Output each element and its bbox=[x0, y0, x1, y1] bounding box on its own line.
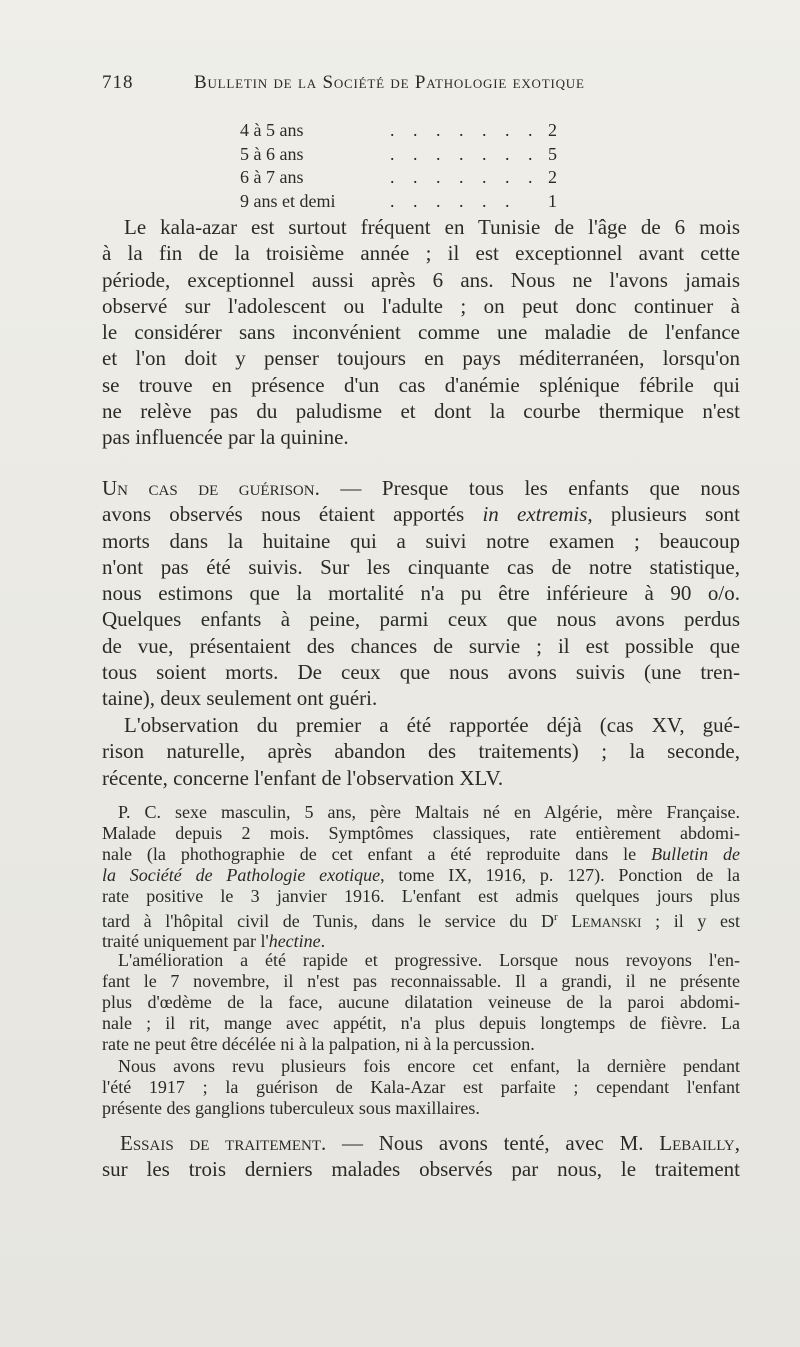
text-line bbox=[102, 844, 740, 865]
text-line: se trouve en présence d'un cas d'anémie splénique fébrile qui bbox=[102, 372, 740, 397]
text-line: présente des ganglions tuberculeux sous maxillaires. bbox=[102, 1097, 480, 1118]
leader-dots: . . . . . . . bbox=[390, 120, 540, 140]
age-label: 4 à 5 ans bbox=[240, 120, 304, 140]
text-line: rison naturelle, après abandon des traitements) ; la seconde, bbox=[102, 739, 740, 764]
superscript: r bbox=[553, 910, 558, 923]
text-line: à la fin de la troisième année ; il est exceptionnel avant cette bbox=[102, 241, 740, 266]
text-fragment: , bbox=[734, 1131, 740, 1155]
text-fragment: traité uniquement par l' bbox=[102, 931, 269, 952]
case-count: 1 bbox=[548, 190, 557, 211]
text-line: fant le 7 novembre, il n'est pas reconnaissable. Il a grandi, il ne présente bbox=[102, 970, 740, 991]
leader-dots: . . . . . . . bbox=[390, 167, 540, 187]
paragraph-healing-case bbox=[102, 475, 740, 712]
text-line: taine), deux seulement ont guéri. bbox=[102, 686, 378, 711]
case-count: 2 bbox=[548, 167, 557, 187]
text-fragment: avons observés nous étaient apportés bbox=[102, 502, 483, 527]
text-line: plus d'œdème de la face, aucune dilatation veineuse de la paroi abdomi- bbox=[102, 991, 740, 1012]
leader-dots: . . . . . . . bbox=[390, 143, 540, 164]
age-label: 9 ans et demi bbox=[240, 190, 336, 211]
text-line: Quelques enfants à peine, parmi ceux que nous avons perdus bbox=[102, 607, 740, 632]
author-name: Lebailly bbox=[659, 1131, 735, 1155]
text-line: tous soient morts. De ceux que nous avons suivis (une tren- bbox=[102, 660, 740, 685]
text-fragment: nale (la phothographie de cet enfant a été reproduite dans le bbox=[102, 843, 652, 864]
table-row bbox=[240, 166, 570, 190]
observation-followup bbox=[102, 1056, 740, 1119]
text-fragment: . bbox=[320, 931, 326, 952]
table-row bbox=[240, 143, 570, 167]
text-fragment: — Nous avons tenté, avec M. bbox=[326, 1131, 660, 1155]
text-line: l'été 1917 ; la guérison de Kala-Azar est parfaite ; cependant l'enfant bbox=[102, 1076, 740, 1097]
italic-text: hectine bbox=[268, 931, 321, 952]
observation-case-report bbox=[102, 802, 740, 952]
text-line: le considérer sans inconvénient comme une maladie de l'enfance bbox=[102, 320, 740, 345]
text-line: n'ont pas été suivis. Sur les cinquante cas de notre statistique, bbox=[102, 554, 740, 579]
age-label: 6 à 7 ans bbox=[240, 167, 304, 187]
text-line: Malade depuis 2 mois. Symptômes classiques, rate entièrement abdomi- bbox=[102, 822, 740, 843]
paragraph-observation-intro bbox=[102, 712, 740, 791]
text-line: nous estimons que la mortalité n'a pu être inférieure à 90 o/o. bbox=[102, 581, 740, 606]
journal-title: Bulletin de la Société de Pathologie exotique bbox=[194, 72, 585, 93]
text-line bbox=[102, 907, 740, 932]
author-name: Lemanski bbox=[557, 910, 642, 931]
running-header bbox=[102, 72, 742, 102]
age-label: 5 à 6 ans bbox=[240, 143, 304, 164]
text-line: pas influencée par la quinine. bbox=[102, 425, 349, 450]
text-line: P. C. sexe masculin, 5 ans, père Maltais né en Algérie, mère Française. bbox=[118, 802, 740, 822]
text-line: nale ; il rit, mange avec appétit, n'a plus depuis longtemps de fièvre. La bbox=[102, 1012, 740, 1033]
age-distribution-table bbox=[240, 119, 570, 213]
text-line: sur les trois derniers malades observés par nous, le traitement bbox=[102, 1157, 740, 1182]
text-line: récente, concerne l'enfant de l'observation XLV. bbox=[102, 765, 504, 790]
text-line: rate positive le 3 janvier 1916. L'enfant est admis quelques jours plus bbox=[102, 885, 740, 906]
text-fragment: , plusieurs sont bbox=[587, 502, 740, 527]
text-line: période, exceptionnel aussi après 6 ans. Nous ne l'avons jamais bbox=[102, 267, 740, 292]
text-line: L'observation du premier a été rapportée déjà (cas XV, gué- bbox=[124, 713, 740, 737]
text-line: observé sur l'adolescent ou l'adulte ; on peut donc continuer à bbox=[102, 293, 740, 318]
section-heading: Essais de traitement. bbox=[120, 1131, 327, 1155]
text-fragment: , tome IX, 1916, p. 127). Ponction de la bbox=[380, 864, 740, 885]
text-line: rate ne peut être décélée ni à la palpation, ni à la percussion. bbox=[102, 1033, 535, 1054]
text-line bbox=[102, 1130, 740, 1156]
text-fragment: — Presque tous les enfants que nous bbox=[319, 476, 740, 500]
case-count: 2 bbox=[548, 120, 557, 140]
text-line: de vue, présentaient des chances de survie ; il est possible que bbox=[102, 633, 740, 658]
text-fragment: ; il y est bbox=[641, 910, 741, 931]
table-row bbox=[240, 190, 570, 214]
text-line: ne relève pas du paludisme et dont la courbe thermique n'est bbox=[102, 399, 740, 424]
text-line: Le kala-azar est surtout fréquent en Tunisie de l'âge de 6 mois bbox=[124, 215, 740, 239]
text-line: Nous avons revu plusieurs fois encore cet enfant, la dernière pendant bbox=[118, 1056, 740, 1076]
text-line bbox=[102, 475, 740, 501]
section-heading: Un cas de guérison. bbox=[102, 476, 320, 500]
table-row bbox=[240, 119, 570, 143]
text-line bbox=[102, 501, 740, 527]
paragraph-treatment-trials bbox=[102, 1130, 740, 1183]
text-line: morts dans la huitaine qui a suivi notre examen ; beaucoup bbox=[102, 528, 740, 553]
text-line bbox=[102, 865, 740, 886]
page-number: 718 bbox=[102, 72, 134, 93]
text-line: L'amélioration a été rapide et progressive. Lorsque nous revoyons l'en- bbox=[118, 950, 740, 970]
leader-dots: . . . . . . bbox=[390, 190, 517, 211]
case-count: 5 bbox=[548, 143, 557, 164]
text-fragment: tard à l'hôpital civil de Tunis, dans le service du D bbox=[102, 910, 554, 931]
paragraph-age-frequency bbox=[102, 214, 740, 451]
text-line: et l'on doit y penser toujours en pays méditerranéen, lorsqu'on bbox=[102, 346, 740, 371]
italic-text: la Société de Pathologie exotique bbox=[102, 864, 381, 885]
italic-text: Bulletin de bbox=[651, 843, 740, 864]
observation-improvement bbox=[102, 950, 740, 1055]
italic-text: in extremis bbox=[482, 502, 588, 527]
